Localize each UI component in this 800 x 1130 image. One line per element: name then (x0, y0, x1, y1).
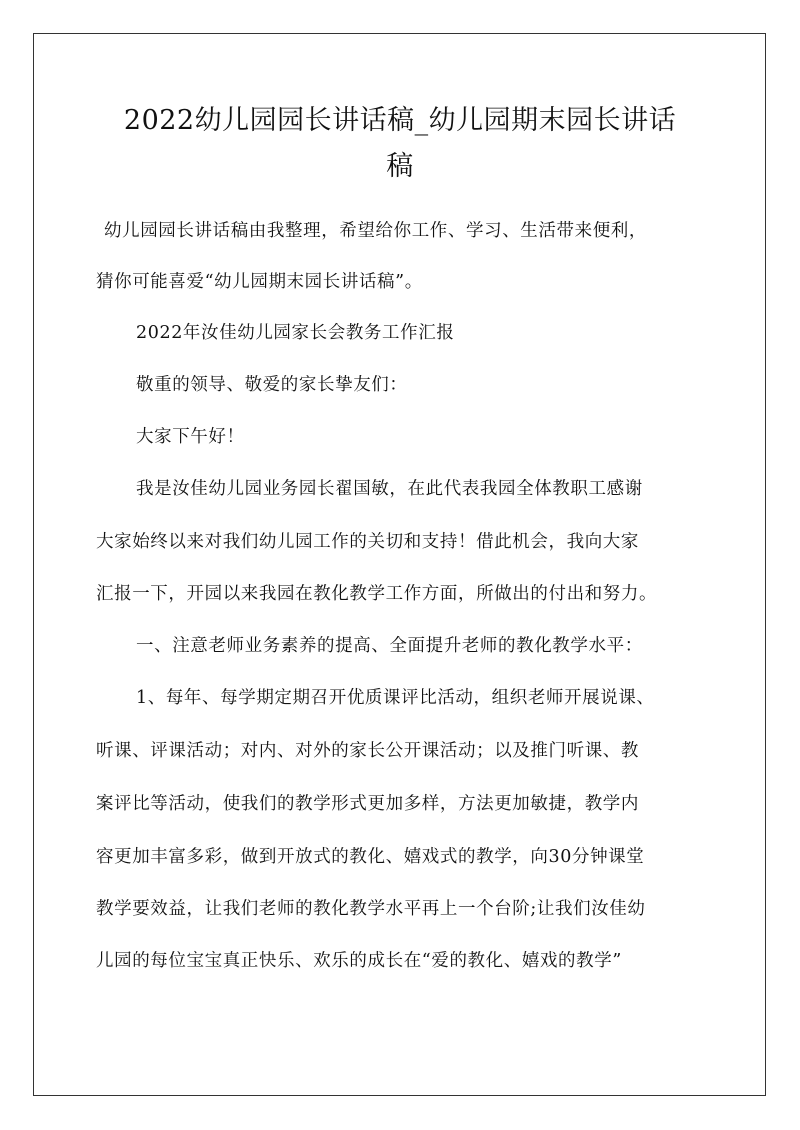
greeting: 大家下午好！ (136, 427, 245, 447)
paragraph-line: 听课、评课活动；对内、对外的家长公开课活动；以及推门听课、教 (96, 741, 639, 761)
paragraph-line: 教学要效益，让我们老师的教化教学水平再上一个台阶;让我们汝佳幼 (96, 899, 646, 919)
paragraph-line: 1、每年、每学期定期召开优质课评比活动，组织老师开展说课、 (136, 688, 655, 708)
paragraph-line: 大家始终以来对我们幼儿园工作的关切和支持！借此机会，我向大家 (96, 532, 639, 552)
section-heading-1: 一、注意老师业务素养的提高、全面提升老师的教化教学水平： (136, 636, 643, 656)
title-line-2: 稿 (386, 151, 414, 182)
paragraph-line: 容更加丰富多彩，做到开放式的教化、嬉戏式的教学，向30分钟课堂 (96, 847, 645, 867)
intro-line-1: 幼儿园园长讲话稿由我整理，希望给你工作、学习、生活带来便利， (104, 221, 647, 241)
paragraph-line: 我是汝佳幼儿园业务园长翟国敏，在此代表我园全体教职工感谢 (136, 479, 643, 499)
salutation: 敬重的领导、敬爱的家长挚友们： (136, 375, 408, 395)
paragraph-line: 案评比等活动，使我们的教学形式更加多样，方法更加敏捷，教学内 (96, 794, 639, 814)
document-title (60, 98, 740, 190)
title-line-1: 2022幼儿园园长讲话稿_幼儿园期末园长讲话 (123, 105, 677, 136)
report-heading: 2022年汝佳幼儿园家长会教务工作汇报 (136, 323, 455, 343)
page-border (33, 33, 766, 1096)
paragraph-line: 汇报一下，开园以来我园在教化教学工作方面，所做出的付出和努力。 (96, 584, 658, 604)
intro-line-2: 猜你可能喜爱“幼儿园期末园长讲话稿”。 (96, 272, 423, 292)
paragraph-line: 儿园的每位宝宝真正快乐、欢乐的成长在“爱的教化、嬉戏的教学” (96, 951, 622, 971)
